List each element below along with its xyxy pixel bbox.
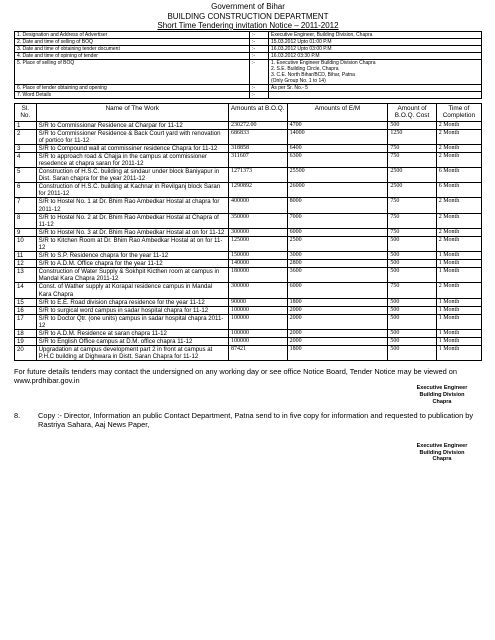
cell-amount-boq: 400000 — [228, 198, 287, 213]
cell-amount-boq: 100000 — [228, 314, 287, 329]
cell-amount-em: 6400 — [287, 144, 388, 152]
cell-amount-boq: 125000 — [228, 236, 287, 251]
cell-amount-boq: 300000 — [228, 283, 287, 298]
cell-boq-cost: 500 — [388, 314, 436, 329]
cell-work-name: Construction of H.S.C. building at Kachnar in Revilganj block Saran for 2011-12 — [36, 183, 228, 198]
cell-amount-boq: 311607 — [228, 152, 287, 167]
cell-completion-time: 6 Month — [436, 183, 481, 198]
cell-completion-time: 1 Month — [436, 260, 481, 268]
cell-sl-no: 4 — [15, 152, 37, 167]
info-key: 5. Place of selling of BOQ — [15, 59, 250, 84]
cell-sl-no: 13 — [15, 268, 37, 283]
info-sep: :- — [250, 31, 269, 38]
info-key: 1. Designation and Address of Advertiser — [15, 31, 250, 38]
cell-amount-em: 14000 — [287, 129, 388, 144]
col-boq-cost: Amount of B.O.Q. Cost — [388, 103, 436, 121]
cell-boq-cost: 750 — [388, 213, 436, 228]
info-sep: :- — [250, 52, 269, 59]
cell-sl-no: 15 — [15, 298, 37, 306]
cell-completion-time: 2 Month — [436, 198, 481, 213]
cell-work-name: S/R to surgical word campus in sadar hospital chapra for 11-12 — [36, 306, 228, 314]
table-row — [15, 306, 482, 314]
info-value: 1. Executive Engineer Building Division Chapra 2. S.E. Building Circle, Chapra 3. C.E. North Bihar/BCD, Bihar, Patna (Only Group No. 1 to 14) — [269, 59, 482, 84]
cell-boq-cost: 500 — [388, 236, 436, 251]
table-row — [15, 346, 482, 361]
cell-work-name: Const. of Wather supply at Korapal residence campus in Mandal Kara Chapra — [36, 283, 228, 298]
table-row — [15, 228, 482, 236]
cell-amount-em: 2500 — [287, 236, 388, 251]
table-row — [15, 121, 482, 129]
cell-completion-time: 1 Month — [436, 306, 481, 314]
info-value: As per Sr. No.- 5 — [269, 84, 482, 91]
info-value: 16.03.2012 Upto 03:00 P.M — [269, 45, 482, 52]
col-amount-em: Amounts of E/M — [287, 103, 388, 121]
info-value — [269, 91, 482, 98]
info-row — [15, 38, 482, 45]
cell-work-name: Upgradation at campus development part 2 in front at campus at P.H.C building at Dighwara in Distt. Saran Chapra for 11-12 — [36, 346, 228, 361]
signature-block-2 — [14, 443, 482, 463]
cell-work-name: S/R to Hostel No. 2 at Dr. Bhim Rao Ambedkar Hostal at Chapra of 11-12 — [36, 213, 228, 228]
copy-text: Copy :- Director, Information an public Contact Department, Patna send to in five copy for information and requested to publication by Rastriya Sahara, Aaj News Paper, — [38, 411, 474, 430]
cell-amount-em: 1800 — [287, 346, 388, 361]
cell-amount-em: 6000 — [287, 228, 388, 236]
cell-boq-cost: 500 — [388, 338, 436, 346]
cell-amount-boq: 150000 — [228, 252, 287, 260]
cell-amount-em: 2000 — [287, 306, 388, 314]
info-row — [15, 45, 482, 52]
cell-boq-cost: 2500 — [388, 183, 436, 198]
cell-amount-boq: 1271373 — [228, 168, 287, 183]
government-title: Government of Bihar — [211, 2, 285, 11]
tender-info-table — [14, 31, 482, 99]
info-key: 4. Date and time of opining of tender — [15, 52, 250, 59]
cell-boq-cost: 750 — [388, 152, 436, 167]
cell-completion-time: 1 Month — [436, 298, 481, 306]
info-row — [15, 91, 482, 98]
cell-sl-no: 2 — [15, 129, 37, 144]
cell-boq-cost: 500 — [388, 330, 436, 338]
signature-block-1 — [14, 385, 482, 405]
cell-amount-em: 6000 — [287, 283, 388, 298]
cell-boq-cost: 500 — [388, 306, 436, 314]
cell-work-name: S/R to Hostel No. 1 at Dr. Bhim Rao Ambedkar Hostal at chapra for 2011-12 — [36, 198, 228, 213]
cell-completion-time: 1 Month — [436, 314, 481, 329]
signature-line-1: Executive Engineer — [416, 385, 468, 392]
cell-amount-boq: 686833 — [228, 129, 287, 144]
cell-work-name: S/R to Compound wall at commissiner residence Chapra for 11-12 — [36, 144, 228, 152]
table-row — [15, 298, 482, 306]
cell-completion-time: 2 Month — [436, 152, 481, 167]
cell-boq-cost: 750 — [388, 228, 436, 236]
info-sep: :- — [250, 84, 269, 91]
info-key: 7. Word Details — [15, 91, 250, 98]
signature-line-1: Executive Engineer — [416, 443, 468, 450]
cell-completion-time: 2 Month — [436, 213, 481, 228]
info-value: 16.03.2012 03:30 P.M — [269, 52, 482, 59]
cell-sl-no: 5 — [15, 168, 37, 183]
works-header-row — [15, 103, 482, 121]
cell-boq-cost: 500 — [388, 260, 436, 268]
cell-amount-em: 2000 — [287, 330, 388, 338]
tender-notice-page — [14, 0, 482, 463]
cell-amount-boq: 90000 — [228, 298, 287, 306]
cell-boq-cost: 2500 — [388, 168, 436, 183]
info-key: 3. Date and time of obtaining tender document — [15, 45, 250, 52]
cell-work-name: S/R to A.D.M. Residence at saran chapra 11-12 — [36, 330, 228, 338]
cell-sl-no: 7 — [15, 198, 37, 213]
table-row — [15, 338, 482, 346]
col-completion-time: Time of Completion — [436, 103, 481, 121]
cell-boq-cost: 1250 — [388, 129, 436, 144]
table-row — [15, 260, 482, 268]
cell-work-name: S/R to Hostel No. 3 at Dr. Bhim Rao Ambedkar Hostal at on for 11-12 — [36, 228, 228, 236]
cell-completion-time: 1 Month — [436, 330, 481, 338]
works-table — [14, 103, 482, 362]
notice-header — [14, 0, 482, 31]
table-row — [15, 268, 482, 283]
department-title: BUILDING CONSTRUCTION DEPARTMENT — [167, 11, 329, 21]
cell-boq-cost: 750 — [388, 198, 436, 213]
col-sl-no: Sl. No. — [15, 103, 37, 121]
info-key: 6. Place of tender obtaining and opening — [15, 84, 250, 91]
info-row — [15, 52, 482, 59]
cell-work-name: S/R to S.P. Residence chapra for the year 11-12 — [36, 252, 228, 260]
cell-amount-em: 4700 — [287, 121, 388, 129]
cell-amount-em: 3000 — [287, 252, 388, 260]
table-row — [15, 330, 482, 338]
cell-completion-time: 2 Month — [436, 283, 481, 298]
cell-work-name: S/R to approach road & Chajja in the campus at commissioner resedence at chapra saran for 2011-12 — [36, 152, 228, 167]
signature-line-2: Building Division — [419, 392, 465, 398]
cell-completion-time: 6 Month — [436, 168, 481, 183]
info-sep: :- — [250, 38, 269, 45]
cell-boq-cost: 500 — [388, 268, 436, 283]
notice-title: Short Time Tendering invitation Notice – 2011-2012 — [157, 21, 339, 30]
info-value: 15.03.2012 Upto 01:00 P.M — [269, 38, 482, 45]
cell-sl-no: 14 — [15, 283, 37, 298]
cell-completion-time: 2 Month — [436, 121, 481, 129]
cell-boq-cost: 750 — [388, 283, 436, 298]
cell-completion-time: 2 Month — [436, 228, 481, 236]
cell-amount-em: 25500 — [287, 168, 388, 183]
info-sep: :- — [250, 45, 269, 52]
table-row — [15, 198, 482, 213]
table-row — [15, 168, 482, 183]
cell-boq-cost: 500 — [388, 298, 436, 306]
cell-completion-time: 1 Month — [436, 346, 481, 361]
cell-sl-no: 10 — [15, 236, 37, 251]
cell-amount-boq: 140000 — [228, 260, 287, 268]
cell-work-name: S/R to English Office campus at D.M. office chapra 11-12 — [36, 338, 228, 346]
cell-amount-boq: 180000 — [228, 268, 287, 283]
info-value: Executive Engineer, Building Division, Chapra — [269, 31, 482, 38]
cell-amount-em: 2800 — [287, 260, 388, 268]
table-row — [15, 183, 482, 198]
col-amount-boq: Amounts at B.O.Q. — [228, 103, 287, 121]
copy-note — [14, 411, 482, 429]
table-row — [15, 236, 482, 251]
cell-amount-em: 2000 — [287, 338, 388, 346]
cell-sl-no: 1 — [15, 121, 37, 129]
cell-sl-no: 17 — [15, 314, 37, 329]
cell-completion-time: 1 Month — [436, 338, 481, 346]
contact-note: For future details tenders may contact the undersigned on any working day or see office Notice Board, Tender Notice may be viewed on www.prdhibar.gov.in — [14, 367, 458, 386]
cell-amount-em: 26000 — [287, 183, 388, 198]
cell-amount-boq: 350000 — [228, 213, 287, 228]
cell-sl-no: 18 — [15, 330, 37, 338]
cell-amount-em: 2000 — [287, 314, 388, 329]
table-row — [15, 252, 482, 260]
info-row — [15, 84, 482, 91]
cell-work-name: S/R to Commissioner Residence & Back Court yard with renovation of portico for 11-12 — [36, 129, 228, 144]
cell-amount-boq: 318858 — [228, 144, 287, 152]
cell-sl-no: 19 — [15, 338, 37, 346]
table-row — [15, 314, 482, 329]
cell-work-name: Construction of H.S.C. building at sindaur under block Baniyapur in Dist. Saran chapra for the year 2011-12 — [36, 168, 228, 183]
cell-boq-cost: 750 — [388, 144, 436, 152]
cell-completion-time: 1 Month — [436, 268, 481, 283]
info-row — [15, 59, 482, 84]
cell-amount-em: 6300 — [287, 152, 388, 167]
cell-amount-boq: 87421 — [228, 346, 287, 361]
cell-boq-cost: 500 — [388, 346, 436, 361]
cell-completion-time: 2 Month — [436, 236, 481, 251]
cell-boq-cost: 500 — [388, 252, 436, 260]
cell-amount-em: 1800 — [287, 298, 388, 306]
cell-sl-no: 3 — [15, 144, 37, 152]
info-key: 2. Date and time of selling of BOQ — [15, 38, 250, 45]
cell-completion-time: 1 Month — [436, 252, 481, 260]
table-row — [15, 213, 482, 228]
cell-sl-no: 9 — [15, 228, 37, 236]
cell-amount-boq: 100000 — [228, 330, 287, 338]
cell-amount-boq: 100000 — [228, 338, 287, 346]
cell-work-name: S/R to A.D.M. Office chapra for the year 11-12 — [36, 260, 228, 268]
cell-sl-no: 16 — [15, 306, 37, 314]
cell-work-name: S/R to Kitchen Room at Dr. Bhim Rao Ambedkar Hostal at on for 11-12 — [36, 236, 228, 251]
cell-sl-no: 8 — [15, 213, 37, 228]
cell-work-name: S/R to E.E. Road division chapra residence for the year 11-12 — [36, 298, 228, 306]
cell-amount-boq: 1290892 — [228, 183, 287, 198]
signature-line-3: Chapra — [432, 456, 452, 463]
signature-line-3: Chapra — [432, 398, 452, 405]
col-work-name: Name of The Work — [36, 103, 228, 121]
cell-completion-time: 2 Month — [436, 144, 481, 152]
info-sep: :- — [250, 91, 269, 98]
copy-number: 8. — [14, 411, 21, 421]
cell-work-name: S/R to Doctor Qtr. (one units) campus in sadar hospital chapra 2011-12 — [36, 314, 228, 329]
cell-amount-em: 8000 — [287, 198, 388, 213]
table-row — [15, 129, 482, 144]
cell-amount-em: 7000 — [287, 213, 388, 228]
table-row — [15, 283, 482, 298]
info-row — [15, 31, 482, 38]
cell-work-name: S/R to Commissionar Residence at Charpar for 11-12 — [36, 121, 228, 129]
table-row — [15, 152, 482, 167]
cell-sl-no: 6 — [15, 183, 37, 198]
cell-sl-no: 20 — [15, 346, 37, 361]
signature-line-2: Building Division — [419, 449, 465, 456]
cell-amount-boq: 100000 — [228, 306, 287, 314]
cell-amount-boq: 300000 — [228, 228, 287, 236]
cell-work-name: Construction of Water Supply & Sokhpit Kicthen room at campus in Mandal Kara Chapra 2011-12 — [36, 268, 228, 283]
cell-boq-cost: 500 — [388, 121, 436, 129]
cell-sl-no: 11 — [15, 252, 37, 260]
cell-sl-no: 12 — [15, 260, 37, 268]
cell-completion-time: 2 Month — [436, 129, 481, 144]
cell-amount-boq: 230272.00 — [228, 121, 287, 129]
cell-amount-em: 3600 — [287, 268, 388, 283]
info-sep: :- — [250, 59, 269, 84]
table-row — [15, 144, 482, 152]
